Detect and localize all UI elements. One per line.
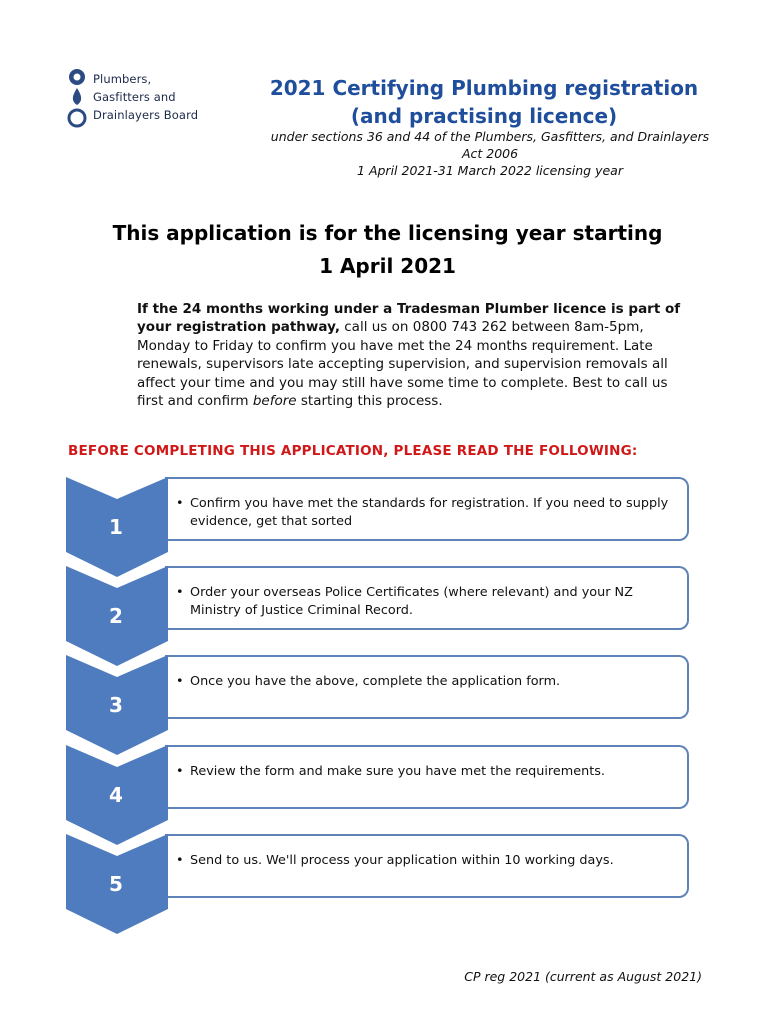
step-number: 1 [109, 515, 123, 539]
step-number: 4 [109, 783, 123, 807]
subtitle-line-2: Act 2006 [461, 146, 519, 161]
subtitle-line-1: under sections 36 and 44 of the Plumbers, Gasfitters, and Drainlayers [270, 129, 710, 144]
board-logo [66, 68, 201, 128]
step-text: • Review the form and make sure you have met the requirements. [176, 763, 670, 781]
licensing-year-heading [80, 217, 695, 283]
intro-text-1: call us on 0800 743 262 between 8am-5pm, Monday to Friday to confirm you have met the 24 months requirement. Late renewals, supervisors late accepting supervision, and supervision removals all affect your time and you may still have some time to complete. Best to call us first and confirm [137, 319, 668, 410]
step-chevron [66, 834, 168, 939]
logo-line-3: Drainlayers Board [93, 108, 199, 122]
title-line-1: 2021 Certifying Plumbing registration [269, 76, 699, 100]
subtitle-line-3: 1 April 2021-31 March 2022 licensing year [357, 163, 623, 178]
intro-text-2: starting this process. [296, 393, 443, 410]
heading-line-1: This application is for the licensing year starting [112, 221, 663, 245]
logo-emblem-icon [66, 68, 90, 128]
step-text: • Confirm you have met the standards for registration. If you need to supply evidence, get that sorted [176, 495, 670, 530]
before-completing-heading: BEFORE COMPLETING THIS APPLICATION, PLEASE READ THE FOLLOWING: [68, 443, 638, 459]
logo-line-2: Gasfitters and [93, 90, 176, 104]
heading-line-2: 1 April 2021 [319, 254, 456, 278]
step-number: 3 [109, 693, 123, 717]
footer-note: CP reg 2021 (current as August 2021) [464, 969, 702, 984]
title-line-2: (and practising licence) [350, 104, 618, 128]
step-number: 2 [109, 604, 123, 628]
step-text: • Once you have the above, complete the application form. [176, 673, 670, 691]
logo-line-1: Plumbers, [93, 72, 152, 86]
intro-paragraph [137, 300, 692, 410]
step-text: • Order your overseas Police Certificates (where relevant) and your NZ Ministry of Justice Criminal Record. [176, 584, 670, 619]
intro-italic-text: before [252, 393, 297, 410]
document-title [230, 74, 738, 130]
document-subtitle [250, 128, 730, 179]
step-text: • Send to us. We'll process your application within 10 working days. [176, 852, 670, 870]
step-item [66, 834, 692, 944]
step-number: 5 [109, 872, 123, 896]
intro-bold-text: If the 24 months working under a Tradesman Plumber licence is part of your registration pathway, [137, 301, 681, 336]
